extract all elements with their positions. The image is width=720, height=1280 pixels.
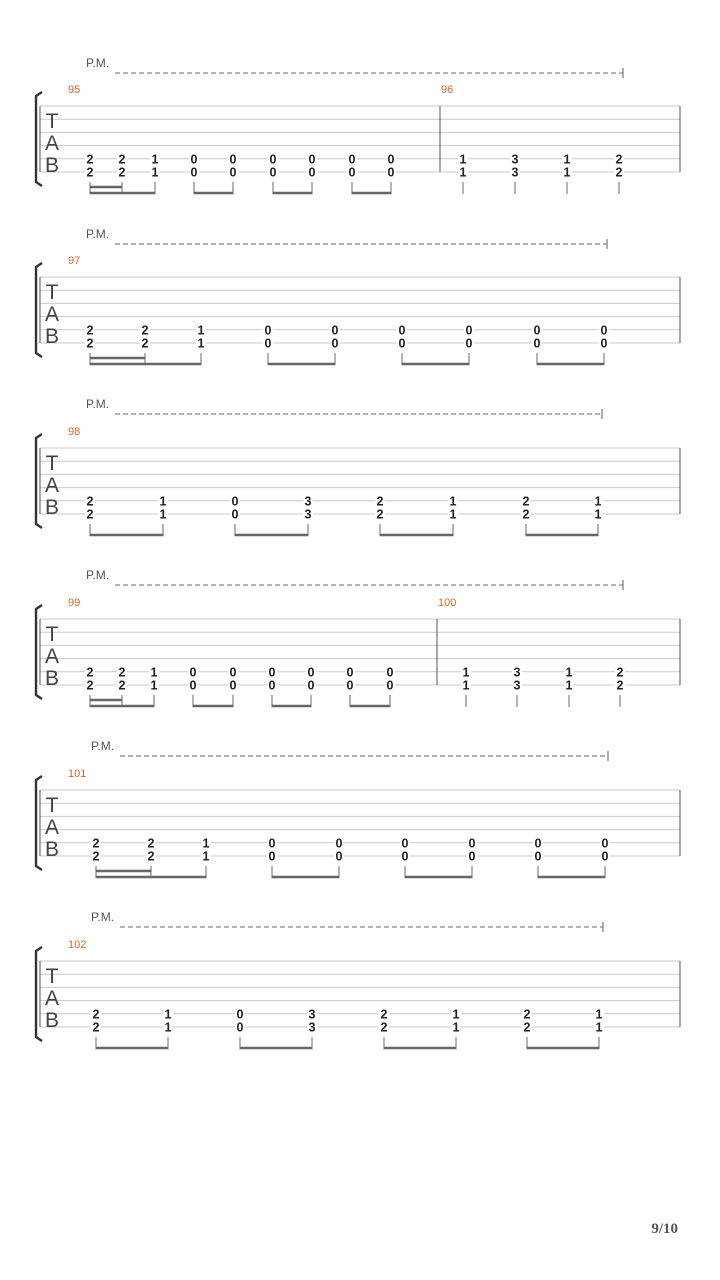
fret-number: 0 — [401, 836, 409, 851]
fret-number: 0 — [533, 336, 541, 351]
fret-number: 2 — [86, 494, 94, 509]
fret-number: 0 — [190, 165, 198, 180]
fret-number: 1 — [159, 507, 167, 522]
fret-number: 2 — [92, 849, 100, 864]
tab-letter-b: B — [44, 496, 60, 519]
measure-number: 96 — [441, 84, 454, 96]
fret-number: 0 — [331, 336, 339, 351]
fret-number: 1 — [164, 1007, 172, 1022]
measure-number: 95 — [68, 84, 81, 96]
fret-number: 2 — [380, 1020, 388, 1035]
fret-number: 0 — [600, 336, 608, 351]
fret-number: 1 — [449, 494, 457, 509]
fret-number: 0 — [600, 323, 608, 338]
fret-number: 1 — [449, 507, 457, 522]
tab-letter-t: T — [45, 965, 59, 988]
fret-number: 3 — [304, 494, 312, 509]
fret-number: 1 — [565, 678, 573, 693]
tab-letter-b: B — [44, 838, 60, 861]
fret-number: 1 — [459, 152, 467, 167]
measure-number: 98 — [68, 426, 81, 438]
fret-number: 2 — [380, 1007, 388, 1022]
fret-number: 2 — [141, 323, 149, 338]
fret-number: 1 — [159, 494, 167, 509]
fret-number: 0 — [190, 152, 198, 167]
fret-number: 0 — [307, 665, 315, 680]
measure-number: 101 — [68, 768, 87, 780]
fret-number: 1 — [197, 323, 205, 338]
fret-number: 1 — [462, 678, 470, 693]
fret-number: 0 — [335, 836, 343, 851]
fret-number: 0 — [346, 678, 354, 693]
fret-number: 0 — [534, 849, 542, 864]
fret-number: 2 — [92, 1007, 100, 1022]
palm-mute-label: P.M. — [91, 910, 115, 924]
tab-letter-a: A — [44, 132, 60, 155]
fret-number: 2 — [86, 678, 94, 693]
fret-number: 2 — [92, 1020, 100, 1035]
fret-number: 1 — [202, 836, 210, 851]
fret-number: 0 — [268, 665, 276, 680]
fret-number: 2 — [522, 494, 530, 509]
measure-number: 99 — [68, 597, 81, 609]
tab-letter-t: T — [45, 623, 59, 646]
fret-number: 0 — [398, 336, 406, 351]
tab-letter-b: B — [44, 154, 60, 177]
fret-number: 2 — [86, 507, 94, 522]
page-number: 9/10 — [651, 1221, 678, 1237]
fret-number: 1 — [563, 165, 571, 180]
fret-number: 2 — [616, 665, 624, 680]
measure-number: 97 — [68, 255, 81, 267]
palm-mute-label: P.M. — [86, 568, 110, 582]
fret-number: 1 — [151, 152, 159, 167]
fret-number: 0 — [346, 665, 354, 680]
fret-number: 3 — [511, 165, 519, 180]
tab-system — [36, 56, 680, 194]
fret-number: 0 — [468, 849, 476, 864]
fret-number: 1 — [459, 165, 467, 180]
fret-number: 0 — [229, 665, 237, 680]
fret-number: 1 — [202, 849, 210, 864]
fret-number: 1 — [462, 665, 470, 680]
fret-number: 1 — [151, 165, 159, 180]
fret-number: 0 — [386, 665, 394, 680]
fret-number: 0 — [308, 165, 316, 180]
fret-number: 0 — [387, 165, 395, 180]
fret-number: 0 — [401, 849, 409, 864]
fret-number: 1 — [452, 1007, 460, 1022]
fret-number: 0 — [335, 849, 343, 864]
fret-number: 2 — [86, 665, 94, 680]
tab-letter-b: B — [44, 325, 60, 348]
fret-number: 3 — [513, 678, 521, 693]
fret-number: 0 — [229, 165, 237, 180]
measure-number: 100 — [438, 597, 457, 609]
fret-number: 1 — [452, 1020, 460, 1035]
tab-letter-a: A — [44, 987, 60, 1010]
fret-number: 0 — [268, 849, 276, 864]
tab-letter-a: A — [44, 645, 60, 668]
fret-number: 0 — [189, 678, 197, 693]
tab-letter-t: T — [45, 110, 59, 133]
fret-number: 2 — [86, 336, 94, 351]
fret-number: 2 — [118, 165, 126, 180]
fret-number: 0 — [534, 836, 542, 851]
tab-letter-t: T — [45, 452, 59, 475]
fret-number: 0 — [308, 152, 316, 167]
fret-number: 2 — [523, 1020, 531, 1035]
tab-system — [36, 910, 680, 1048]
fret-number: 2 — [616, 678, 624, 693]
fret-number: 0 — [269, 165, 277, 180]
fret-number: 0 — [264, 336, 272, 351]
palm-mute-label: P.M. — [86, 56, 110, 70]
fret-number: 0 — [229, 678, 237, 693]
fret-number: 2 — [86, 323, 94, 338]
fret-number: 2 — [615, 165, 623, 180]
palm-mute-label: P.M. — [86, 397, 110, 411]
fret-number: 0 — [465, 323, 473, 338]
fret-number: 1 — [595, 1007, 603, 1022]
fret-number: 2 — [118, 152, 126, 167]
fret-number: 0 — [348, 165, 356, 180]
tab-system — [36, 227, 680, 364]
fret-number: 0 — [307, 678, 315, 693]
fret-number: 2 — [615, 152, 623, 167]
tab-letter-a: A — [44, 816, 60, 839]
fret-number: 1 — [563, 152, 571, 167]
fret-number: 1 — [197, 336, 205, 351]
fret-number: 0 — [231, 494, 239, 509]
fret-number: 2 — [147, 849, 155, 864]
fret-number: 2 — [86, 165, 94, 180]
fret-number: 0 — [601, 849, 609, 864]
tab-system — [36, 397, 680, 535]
fret-number: 3 — [511, 152, 519, 167]
fret-number: 1 — [594, 507, 602, 522]
palm-mute-label: P.M. — [86, 227, 110, 241]
fret-number: 0 — [269, 152, 277, 167]
fret-number: 1 — [164, 1020, 172, 1035]
fret-number: 2 — [118, 665, 126, 680]
tab-letter-b: B — [44, 667, 60, 690]
fret-number: 1 — [594, 494, 602, 509]
fret-number: 3 — [513, 665, 521, 680]
fret-number: 3 — [308, 1007, 316, 1022]
measure-number: 102 — [68, 939, 87, 951]
fret-number: 2 — [86, 152, 94, 167]
fret-number: 0 — [465, 336, 473, 351]
fret-number: 0 — [236, 1007, 244, 1022]
fret-number: 0 — [189, 665, 197, 680]
fret-number: 0 — [236, 1020, 244, 1035]
fret-number: 1 — [595, 1020, 603, 1035]
tab-letter-t: T — [45, 794, 59, 817]
fret-number: 0 — [533, 323, 541, 338]
tab-letter-t: T — [45, 281, 59, 304]
fret-number: 0 — [331, 323, 339, 338]
fret-number: 0 — [601, 836, 609, 851]
tab-system — [36, 739, 680, 877]
fret-number: 2 — [147, 836, 155, 851]
fret-number: 0 — [268, 678, 276, 693]
tab-letter-a: A — [44, 303, 60, 326]
fret-number: 2 — [523, 1007, 531, 1022]
fret-number: 0 — [398, 323, 406, 338]
fret-number: 1 — [565, 665, 573, 680]
fret-number: 0 — [348, 152, 356, 167]
tab-letter-b: B — [44, 1009, 60, 1032]
fret-number: 0 — [231, 507, 239, 522]
fret-number: 2 — [522, 507, 530, 522]
palm-mute-label: P.M. — [91, 739, 115, 753]
fret-number: 1 — [150, 678, 158, 693]
fret-number: 3 — [304, 507, 312, 522]
fret-number: 2 — [376, 494, 384, 509]
fret-number: 2 — [141, 336, 149, 351]
fret-number: 0 — [229, 152, 237, 167]
fret-number: 2 — [118, 678, 126, 693]
fret-number: 0 — [386, 678, 394, 693]
fret-number: 1 — [150, 665, 158, 680]
fret-number: 3 — [308, 1020, 316, 1035]
tab-system — [36, 568, 680, 707]
fret-number: 2 — [92, 836, 100, 851]
fret-number: 0 — [264, 323, 272, 338]
fret-number: 2 — [376, 507, 384, 522]
tab-letter-a: A — [44, 474, 60, 497]
fret-number: 0 — [387, 152, 395, 167]
fret-number: 0 — [268, 836, 276, 851]
fret-number: 0 — [468, 836, 476, 851]
